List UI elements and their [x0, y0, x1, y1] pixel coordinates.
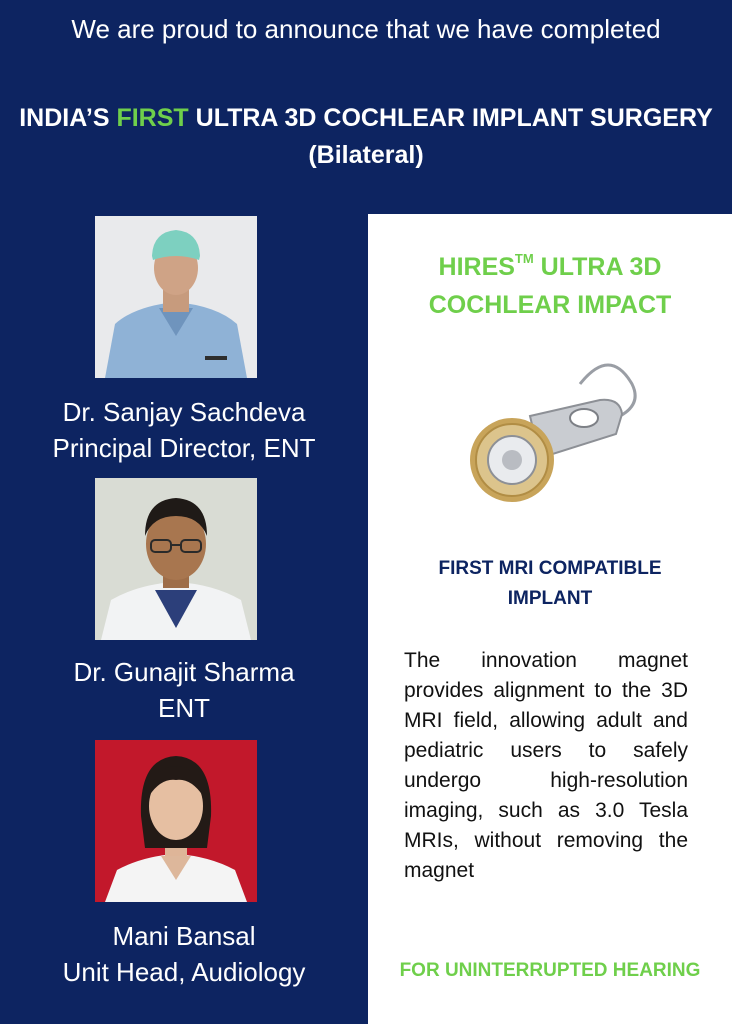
footer-tagline: FOR UNINTERRUPTED HEARING: [399, 960, 701, 981]
doctor-role-3: Unit Head, Audiology: [62, 957, 306, 987]
doctor-caption-1: [0, 394, 368, 466]
trademark-mark: TM: [514, 251, 534, 266]
doctor-caption-3: [0, 918, 368, 990]
doctor-caption-2: [0, 654, 368, 726]
mri-subtitle-line1: FIRST MRI COMPATIBLE: [438, 558, 662, 579]
doctor-role-1: Principal Director, ENT: [52, 433, 316, 463]
doctor-photo-2: [95, 478, 257, 640]
doctor-name-3: Mani Bansal: [112, 921, 256, 951]
doctor-role-2: ENT: [158, 693, 210, 723]
mri-subtitle-line2: IMPLANT: [507, 588, 593, 609]
cochlear-implant-image: [460, 354, 650, 509]
product-title-a: HIRES: [438, 253, 515, 281]
headline-line2: (Bilateral): [308, 141, 424, 169]
product-panel: [368, 214, 732, 1024]
doctor-photo-1: [95, 216, 257, 378]
headline-highlight: FIRST: [116, 104, 189, 132]
announcement-text: We are proud to announce that we have completed: [71, 14, 661, 44]
doctor-photo-3: [95, 740, 257, 902]
headline-suffix: ULTRA 3D COCHLEAR IMPLANT SURGERY: [188, 104, 713, 132]
product-title: [368, 240, 732, 324]
doctor-name-1: Dr. Sanjay Sachdeva: [62, 397, 306, 427]
doctor-name-2: Dr. Gunajit Sharma: [73, 657, 295, 687]
product-title-line2: COCHLEAR IMPACT: [428, 291, 672, 319]
headline: [0, 100, 732, 174]
headline-prefix: INDIA’S: [19, 104, 117, 132]
product-title-b: ULTRA 3D: [533, 253, 662, 281]
product-description: The innovation magnet provides alignment to the 3D MRI field, allowing adult and pediatric users to safely undergo high-resolution imaging, such as 3.0 Tesla MRIs, without removing the magnet: [404, 649, 688, 882]
mri-subtitle: [368, 554, 732, 614]
